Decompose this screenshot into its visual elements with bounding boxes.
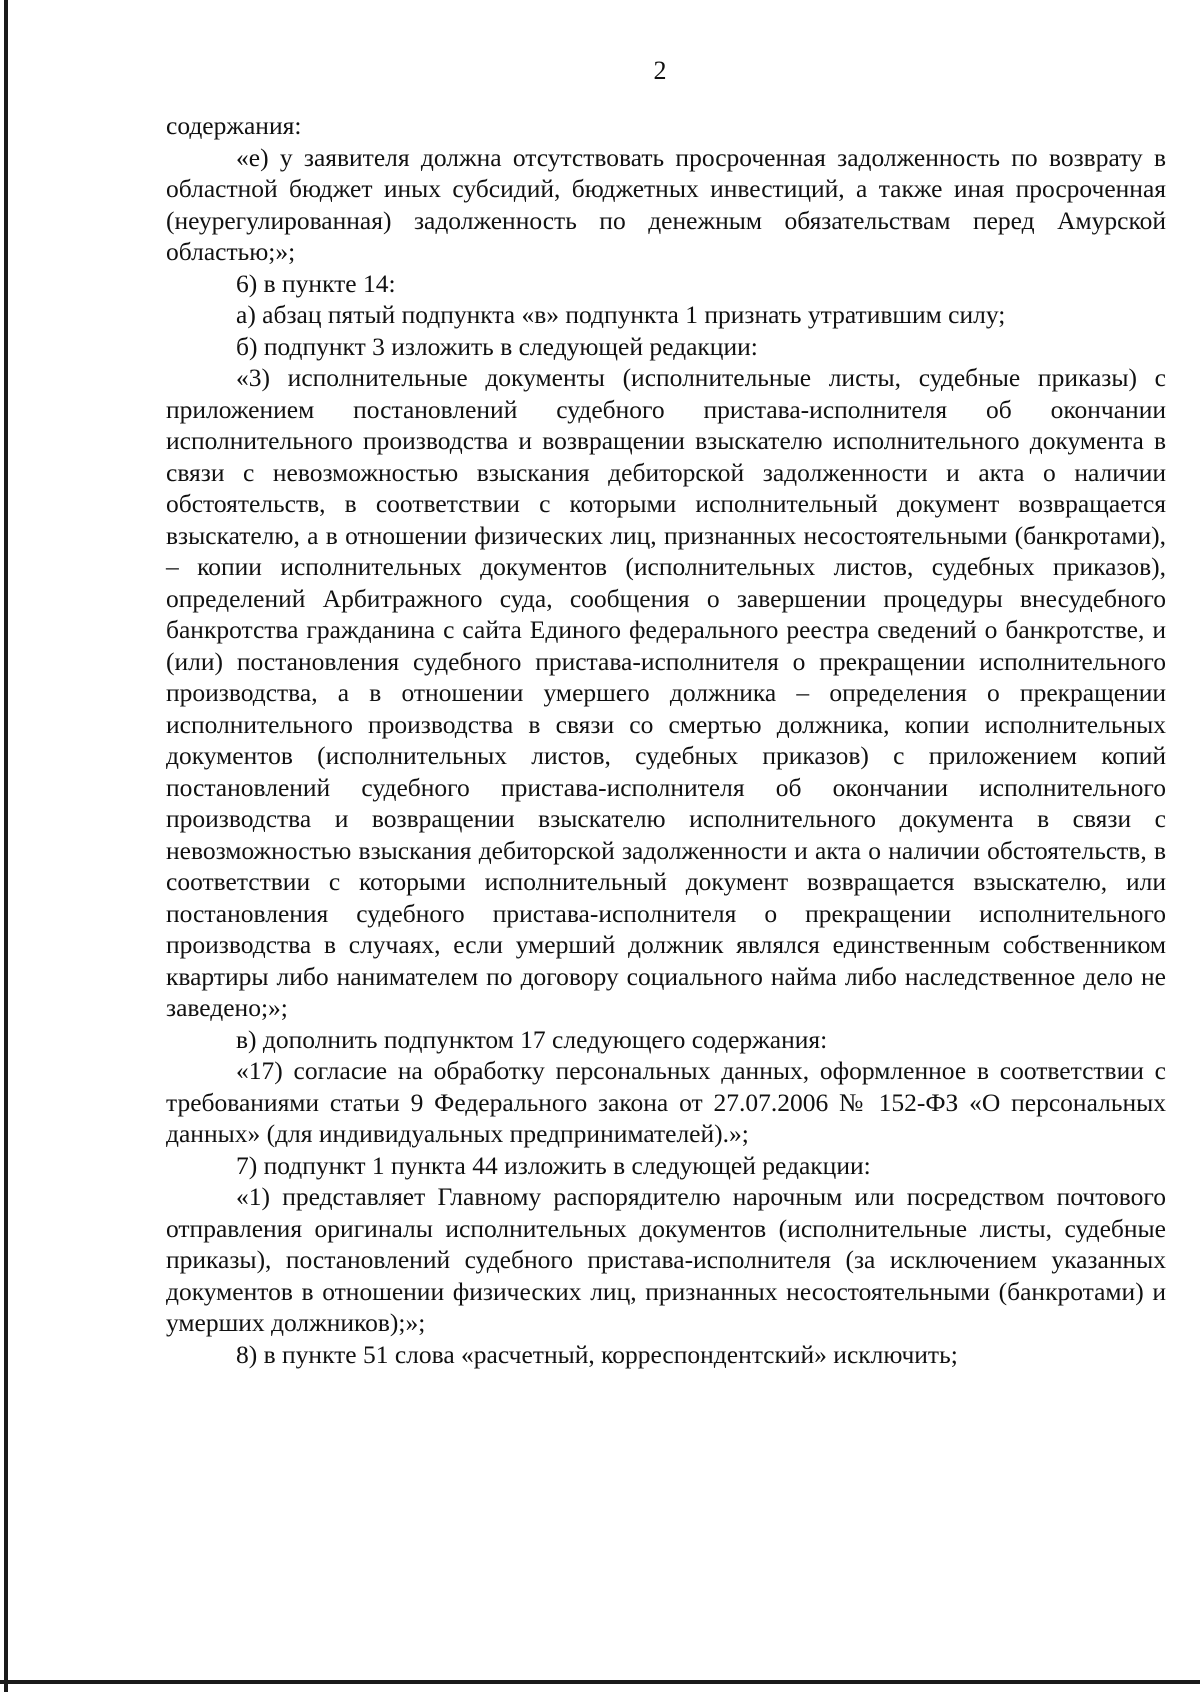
scan-edge-bottom bbox=[0, 1680, 1200, 1684]
paragraph-item-6v: в) дополнить подпунктом 17 следующего содержания: bbox=[236, 1024, 828, 1054]
paragraph-item-7: 7) подпункт 1 пункта 44 изложить в следующей редакции: bbox=[236, 1150, 871, 1180]
paragraph-continuation: содержания: bbox=[166, 111, 302, 140]
paragraph-item-6a: а) абзац пятый подпункта «в» подпункта 1 признать утратившим силу; bbox=[236, 300, 1006, 329]
scan-edge-left bbox=[4, 0, 8, 1692]
paragraph-item-6b: б) подпункт 3 изложить в следующей редакции: bbox=[236, 331, 758, 361]
page-number: 2 bbox=[653, 56, 667, 85]
document-body bbox=[166, 110, 1166, 1370]
paragraph-subitem-3: «3) исполнительные документы (исполнительные листы, судебные приказы) с приложением постановлений судебного пристава-исполнителя об окончании исполнительного производства и возвращении взыскателю исполнительного документа в связи с невозможностью взыскания дебиторской задолженности и акта о наличии обстоятельств, в соответствии с которыми исполнительный документ возвращается взыскателю, а в отношении физических лиц, признанных несостоятельными (банкротами), – копии исполнительных документов (исполнительных листов, судебных приказов), определений Арбитражного суда, сообщения о завершении процедуры внесудебного банкротства гражданина с сайта Единого федерального реестра сведений о банкротстве, и (или) постановления судебного пристава-исполнителя о прекращении исполнительного производства, а в отношении умершего должника – определения о прекращении исполнительного производства в связи со смертью должника, копии исполнительных документов (исполнительных листов, судебных приказов) с приложением копий постановлений судебного пристава-исполнителя об окончании исполнительного производства и возвращении взыскателю исполнительного документа в связи с невозможностью взыскания дебиторской задолженности и акта о наличии обстоятельств, в соответствии с которыми исполнительный документ возвращается взыскателю, или постановления судебного пристава-исполнителя о прекращении исполнительного производства в случаях, если умерший должник являлся единственным собственником квартиры либо нанимателем по договору социального найма либо наследственное дело не заведено;»; bbox=[166, 363, 1166, 1022]
paragraph-subitem-1: «1) представляет Главному распорядителю нарочным или посредством почтового отправления оригиналы исполнительных документов (исполнительные листы, судебные приказы), постановлений судебного пристава-исполнителя (за исключением указанных документов в отношении физических лиц, признанных несостоятельными (банкротами) и умерших должников);»; bbox=[166, 1182, 1166, 1337]
paragraph-subitem-17: «17) согласие на обработку персональных данных, оформленное в соответствии с требованиями статьи 9 Федерального закона от 27.07.2006 № 152-ФЗ «О персональных данных» (для индивидуальных предпринимателей).»; bbox=[166, 1056, 1166, 1148]
paragraph-subitem-e: «е) у заявителя должна отсутствовать просроченная задолженность по возврату в областной бюджет иных субсидий, бюджетных инвестиций, а также иная просроченная (неурегулированная) задолженность по денежным обязательствам перед Амурской областью;»; bbox=[166, 142, 1166, 266]
paragraph-item-6: 6) в пункте 14: bbox=[236, 268, 396, 298]
paragraph-item-8: 8) в пункте 51 слова «расчетный, корреспондентский» исключить; bbox=[236, 1339, 958, 1369]
